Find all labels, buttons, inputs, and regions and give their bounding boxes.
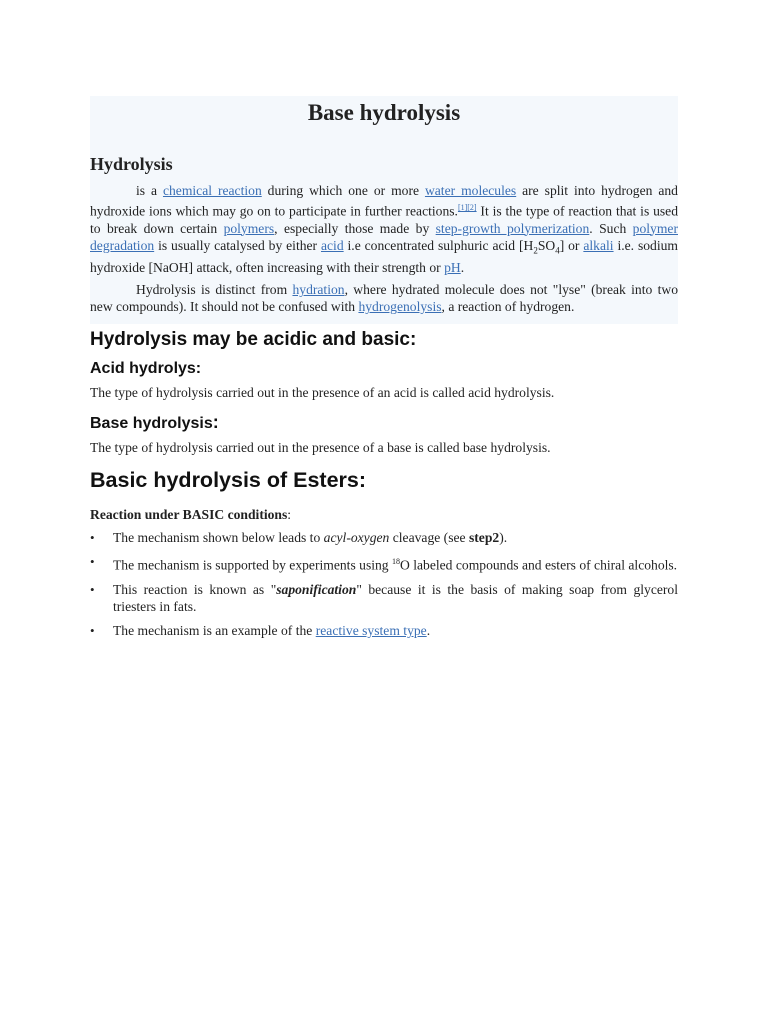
text-run: , especially those made by bbox=[274, 220, 436, 236]
link-polymers[interactable]: polymers bbox=[223, 220, 275, 236]
heading-colon: : bbox=[212, 412, 219, 433]
list-item bbox=[113, 553, 678, 574]
reaction-label: Reaction under BASIC conditions bbox=[90, 507, 288, 523]
page-title: Base hydrolysis bbox=[307, 100, 461, 125]
link-alkali[interactable]: alkali bbox=[583, 237, 614, 253]
base-hydrolysis-heading-text: Base hydrolysis bbox=[90, 415, 213, 433]
text-run: . bbox=[460, 260, 465, 276]
link-reactive-system-type[interactable]: reactive system type bbox=[315, 622, 427, 638]
link-chemical-reaction[interactable]: chemical reaction bbox=[162, 183, 262, 198]
acid-hydrolysis-text: The type of hydrolysis carried out in the presence of an acid is called acid hydrolysis. bbox=[90, 385, 555, 401]
base-hydrolysis-text: The type of hydrolysis carried out in the presence of a base is called base hydrolysis. bbox=[90, 440, 551, 456]
text-run: The mechanism is supported by experiments using bbox=[113, 557, 392, 573]
esters-heading: Basic hydrolysis of Esters: bbox=[90, 468, 367, 493]
subscript: 2 bbox=[533, 245, 538, 256]
text-run: SO bbox=[537, 237, 556, 253]
text-run: i.e. sodium hydroxide [NaOH] attack, often increasing with their strength or bbox=[90, 237, 678, 276]
link-step-growth-polymerization[interactable]: step-growth polymerization bbox=[435, 220, 590, 236]
text-run: , a reaction of hydrogen. bbox=[441, 299, 575, 315]
reference-link[interactable]: [1][2] bbox=[457, 203, 477, 212]
mechanism-list bbox=[90, 529, 678, 639]
link-water-molecules[interactable]: water molecules bbox=[424, 183, 517, 198]
link-polymer-degradation[interactable]: polymer degradation bbox=[90, 220, 678, 253]
text-run: This reaction is known as " bbox=[113, 581, 277, 597]
text-run: cleavage (see bbox=[389, 530, 469, 546]
text-run: i.e concentrated sulphuric acid [H bbox=[343, 237, 534, 253]
text-run: is usually catalysed by either bbox=[154, 237, 321, 253]
text-run: , where hydrated molecule does not "lyse" (break into two new compounds). It should not be confused with bbox=[90, 282, 678, 315]
list-item bbox=[113, 529, 678, 546]
text-run: It is the type of reaction that is used to break down certain bbox=[90, 203, 678, 236]
superscript: 18 bbox=[392, 557, 400, 567]
list-item bbox=[113, 622, 678, 639]
reaction-conditions bbox=[90, 506, 678, 523]
link-ph[interactable]: pH bbox=[444, 260, 461, 276]
text-run: is a bbox=[136, 183, 163, 198]
text-run: The mechanism shown below leads to bbox=[113, 530, 324, 546]
link-hydration[interactable]: hydration bbox=[292, 282, 345, 298]
link-acid[interactable]: acid bbox=[320, 237, 344, 253]
text-run: Hydrolysis is distinct from bbox=[136, 282, 293, 298]
text-run: " because it is the basis of making soap from glycerol triesters in fats. bbox=[113, 581, 678, 614]
text-run: ] or bbox=[559, 237, 584, 253]
strong-emphasis: saponification bbox=[276, 581, 357, 597]
text-run: during which one or more bbox=[261, 183, 425, 198]
base-hydrolysis-heading bbox=[90, 411, 678, 435]
intro-paragraph-1 bbox=[90, 182, 678, 276]
text-run: . bbox=[426, 622, 431, 638]
reaction-colon: : bbox=[287, 507, 292, 523]
text-run: ). bbox=[499, 530, 508, 546]
text-run: The mechanism is an example of the bbox=[113, 622, 316, 638]
intro-box bbox=[90, 96, 678, 324]
link-hydrogenolysis[interactable]: hydrogenolysis bbox=[358, 299, 442, 315]
acid-hydrolysis-heading: Acid hydrolys: bbox=[90, 360, 202, 378]
acidic-basic-heading: Hydrolysis may be acidic and basic: bbox=[90, 329, 417, 351]
emphasis: acyl-oxygen bbox=[323, 530, 390, 546]
text-run: are split into hydrogen and hydroxide ions which may go on to participate in further reactions. bbox=[90, 183, 678, 219]
list-item bbox=[113, 581, 678, 615]
text-run: . Such bbox=[589, 220, 633, 236]
hydrolysis-heading: Hydrolysis bbox=[90, 154, 173, 174]
text-run: O labeled compounds and esters of chiral alcohols. bbox=[400, 557, 678, 573]
subscript: 4 bbox=[555, 245, 560, 256]
strong-text: step2 bbox=[468, 530, 500, 546]
intro-paragraph-2 bbox=[90, 281, 678, 315]
document-page bbox=[90, 96, 678, 646]
